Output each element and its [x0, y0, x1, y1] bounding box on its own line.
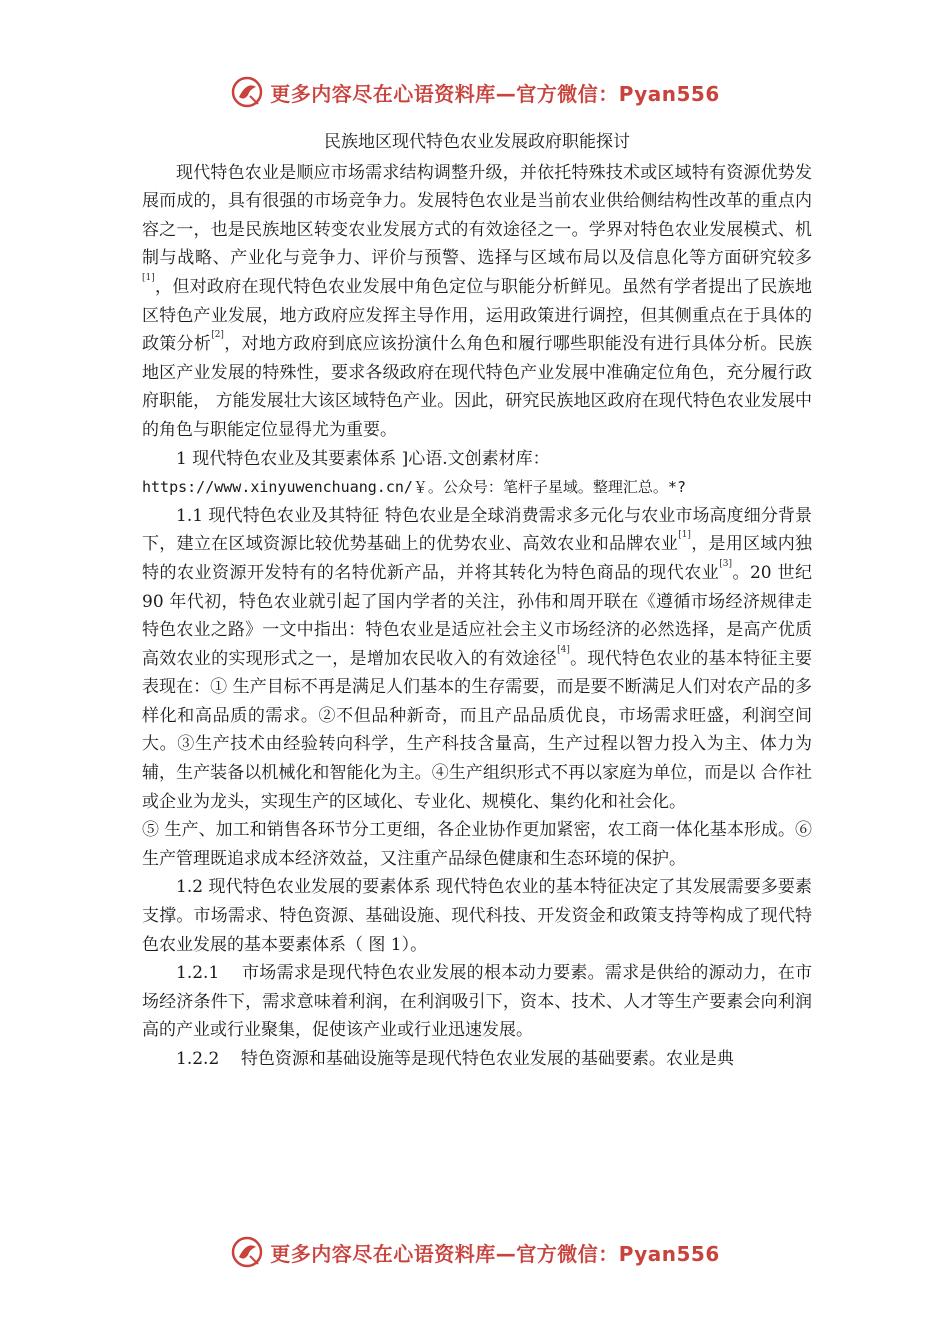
citation-ref: [3] [719, 558, 732, 569]
section-1-2-1-paragraph: 1.2.1 市场需求是现代特色农业发展的根本动力要素。需求是供给的源动力，在市场经济条件下，需求意味着利润，在利润吸引下，资本、技术、人才等生产要素会向利润高的产业或行业聚集，促使该产业或行业迅速发展。 [142, 963, 813, 1041]
xinyu-logo-icon [230, 75, 264, 109]
citation-ref: [1] [678, 530, 691, 541]
citation-ref: [1] [142, 272, 155, 283]
document-body [142, 128, 812, 1074]
watermark-banner-bottom [0, 1232, 950, 1272]
section-number: 1.2.2 [176, 1049, 220, 1069]
intro-text-2: ，但对政府在现代特色农业发展中角色定位与职能分析鲜见。虽然有学者提出了民族地区特色产业发展，地方政府应发挥主导作用，运用政策进行调控，但其侧重点在于具体的政策分析 [142, 276, 812, 355]
section-1-2-paragraph: 1.2 现代特色农业发展的要素体系 现代特色农业的基本特征决定了其发展需要多要素支撑。市场需求、特色资源、基础设施、现代科技、开发资金和政策支持等构成了现代特色农业发展的基本要素体系（ 图 1）。 [142, 877, 812, 955]
section-1-heading: 1 现代特色农业及其要素体系 ]心语.文创素材库： [176, 448, 550, 469]
intro-paragraph [142, 159, 812, 445]
intro-text-1: 现代特色农业是顺应市场需求结构调整升级，并依托特殊技术或区域特有资源优势发展而成的，具有很强的市场竞争力。发展特色农业是当前农业供给侧结构性改革的重点内容之一，也是民族地区转变农业发展方式的有效途径之一。学界对特色农业发展模式、机制与战略、产业化与竞争力、评价与预警、选择与区域布局以及信息化等方面研究较多 [142, 162, 812, 269]
section-1-2-2-paragraph: 1.2.2 特色资源和基础设施等是现代特色农业发展的基础要素。农业是典 [176, 1049, 734, 1069]
intro-text-3: ，对地方政府到底应该扮演什么角色和履行哪些职能没有进行具体分析。民族地区产业发展的特殊性，要求各级政府在现代特色产业发展中准确定位角色，充分履行政府职能， 方能发展壮大该区域特色产业。因此，研究民族地区政府在现代特色农业发展中的角色与职能定位显得尤为重要。 [142, 334, 813, 440]
section-1-1-heading: 1.1 现代特色农业及其特征 [176, 505, 380, 526]
page-title: 民族地区现代特色农业发展政府职能探讨 [324, 132, 630, 152]
watermark-banner-top [0, 72, 950, 112]
section-number: 1.2.1 [176, 963, 220, 984]
section-1-1-continuation: ⑤ 生产、加工和销售各环节分工更细，各企业协作更加紧密，农工商一体化基本形成。⑥生产管理既追求成本经济效益，又注重产品绿色健康和生态环境的保护。 [142, 820, 812, 869]
section-1-1-paragraph: 1.1 现代特色农业及其特征 特色农业是全球消费需求多元化与农业市场高度细分背景下，建立在区域资源比较优势基础上的优势农业、高效农业和品牌农业[1]，是用区域内独特的农业资源开发特有的名特优新产品，并将其转化为特色商品的现代农业[3]。20 世纪 90 年代初，特色农业就引起了国内学者的关注，孙伟和周开联在《遵循市场经济规律走特色农业之路》一文中指出：特色农业是适应社会主义市场经济的必然选择，是高产优质高效农业的实现形式之一，是增加农民收入的有效途径[4]。现代特色农业的基本特征主要表现在：① 生产目标不再是满足人们基本的生存需要，而是要不断满足人们对农产品的多样化和高品质的需求。②不但品种新奇，而且产品品质优良，市场需求旺盛，利润空间大。③生产技术由经验转向科学，生产科技含量高，生产过程以智力投入为主、体力为辅，生产装备以机械化和智能化为主。④生产组织形式不再以家庭为单位，而是以 合作社或企业为龙头，实现生产的区域化、专业化、规模化、集约化和社会化。 [142, 505, 813, 812]
section-1-2-heading: 1.2 现代特色农业发展的要素体系 [176, 877, 431, 898]
watermark-text: 更多内容尽在心语资料库—官方微信：Pyan556 [270, 1241, 720, 1266]
source-url-line: https://www.xinyuwenchuang.cn/￥。公众号：笔杆子星域。整理汇总。*? [142, 478, 686, 497]
watermark-text: 更多内容尽在心语资料库—官方微信：Pyan556 [270, 81, 720, 106]
citation-ref: [4] [557, 644, 570, 655]
citation-ref: [2] [211, 330, 224, 341]
xinyu-logo-icon [230, 1235, 264, 1269]
